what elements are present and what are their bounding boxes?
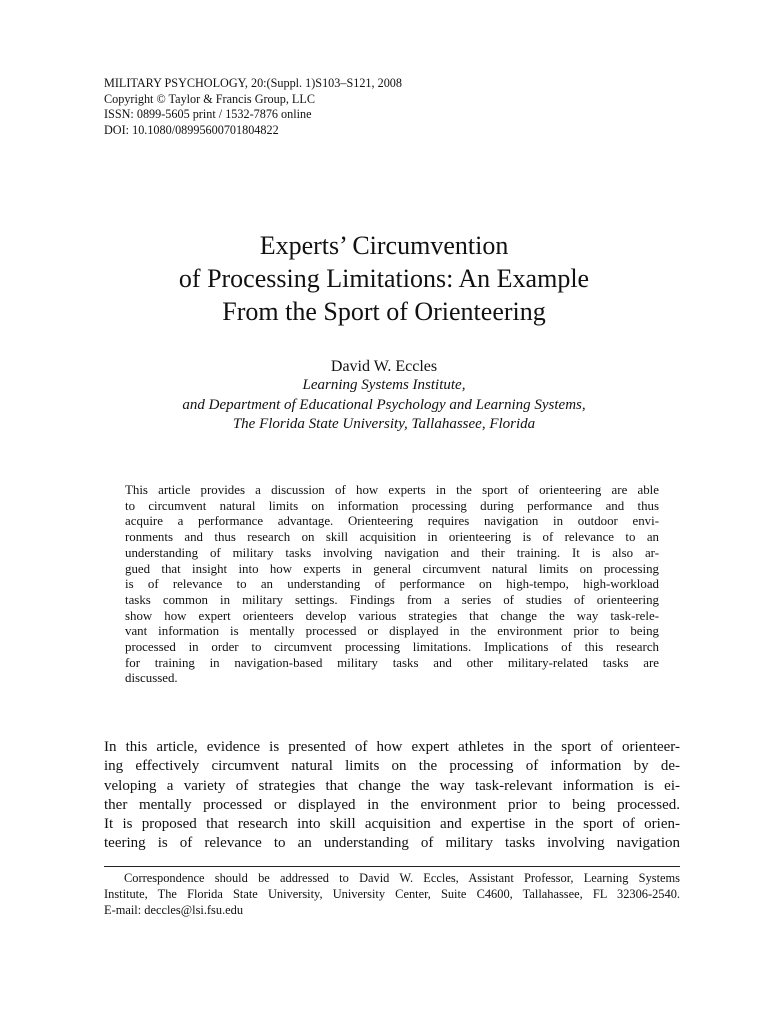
abstract-line: processed in order to circumvent processing limitations. Implications of this research [125, 640, 659, 655]
issn-line: ISSN: 0899-5605 print / 1532-7876 online [104, 107, 312, 122]
abstract-line: understanding of military tasks involving navigation and their training. It is also ar- [125, 545, 659, 560]
footnote-divider [104, 866, 680, 867]
body-line: In this article, evidence is presented of how expert athletes in the sport of orienteer- [104, 739, 680, 755]
abstract-line: to circumvent natural limits on information processing during performance and thus [125, 498, 659, 513]
author-name: David W. Eccles [330, 358, 438, 375]
footnote-line: Institute, The Florida State University, University Center, Suite C4600, Tallahassee, FL 32306-2540. [104, 887, 680, 901]
abstract [125, 483, 659, 687]
journal-citation: MILITARY PSYCHOLOGY, 20:(Suppl. 1)S103–S121, 2008 [104, 76, 402, 90]
abstract-line: tasks common in military settings. Findings from a series of studies of orienteering [125, 592, 659, 607]
footnote-line: Correspondence should be addressed to David W. Eccles, Assistant Professor, Learning Systems [124, 871, 680, 885]
title-line: of Processing Limitations: An Example [178, 264, 590, 293]
title-line: From the Sport of Orienteering [222, 297, 546, 326]
copyright-line: Copyright © Taylor & Francis Group, LLC [104, 91, 315, 106]
correspondence-footnote [104, 870, 680, 918]
body-line: It is proposed that research into skill acquisition and expertise in the sport of orien- [104, 816, 680, 833]
abstract-line: gued that insight into how experts in general circumvent natural limits on processing [125, 561, 659, 576]
article-title [0, 229, 768, 328]
title-line: Experts’ Circumvention [259, 231, 509, 260]
abstract-line: ronments and thus research on skill acquisition in orienteering is of relevance to an [125, 530, 659, 545]
journal-header [104, 76, 402, 138]
affiliation-line: The Florida State University, Tallahassee, Florida [232, 416, 536, 432]
abstract-line: acquire a performance advantage. Orienteering requires navigation in outdoor envi- [125, 514, 659, 529]
body-line: ther mentally processed or displayed in the environment prior to being processed. [104, 796, 680, 813]
affiliation-line: and Department of Educational Psychology and Learning Systems, [182, 396, 586, 413]
body-paragraph [104, 738, 680, 854]
body-line: ing effectively circumvent natural limits on the processing of information by de- [104, 758, 680, 775]
abstract-line: show how expert orienteers develop various strategies that change the way task-rele- [125, 608, 659, 623]
affiliation-line: Learning Systems Institute, [302, 377, 466, 393]
abstract-line: vant information is mentally processed or displayed in the environment prior to being [125, 624, 659, 639]
abstract-line: This article provides a discussion of how experts in the sport of orienteering are able [125, 483, 659, 497]
author-affiliation [0, 376, 768, 435]
abstract-line: is of relevance to an understanding of performance on high-tempo, high-workload [125, 577, 659, 592]
abstract-line: for training in navigation-based military tasks and other military-related tasks are [125, 655, 659, 670]
abstract-line: discussed. [125, 671, 178, 686]
doi-line: DOI: 10.1080/08995600701804822 [104, 122, 279, 137]
footnote-line: E-mail: deccles@lsi.fsu.edu [104, 903, 244, 917]
body-line: veloping a variety of strategies that change the way task-relevant information is ei- [104, 777, 680, 794]
body-line: teering is of relevance to an understanding of military tasks involving navigation [104, 835, 680, 852]
